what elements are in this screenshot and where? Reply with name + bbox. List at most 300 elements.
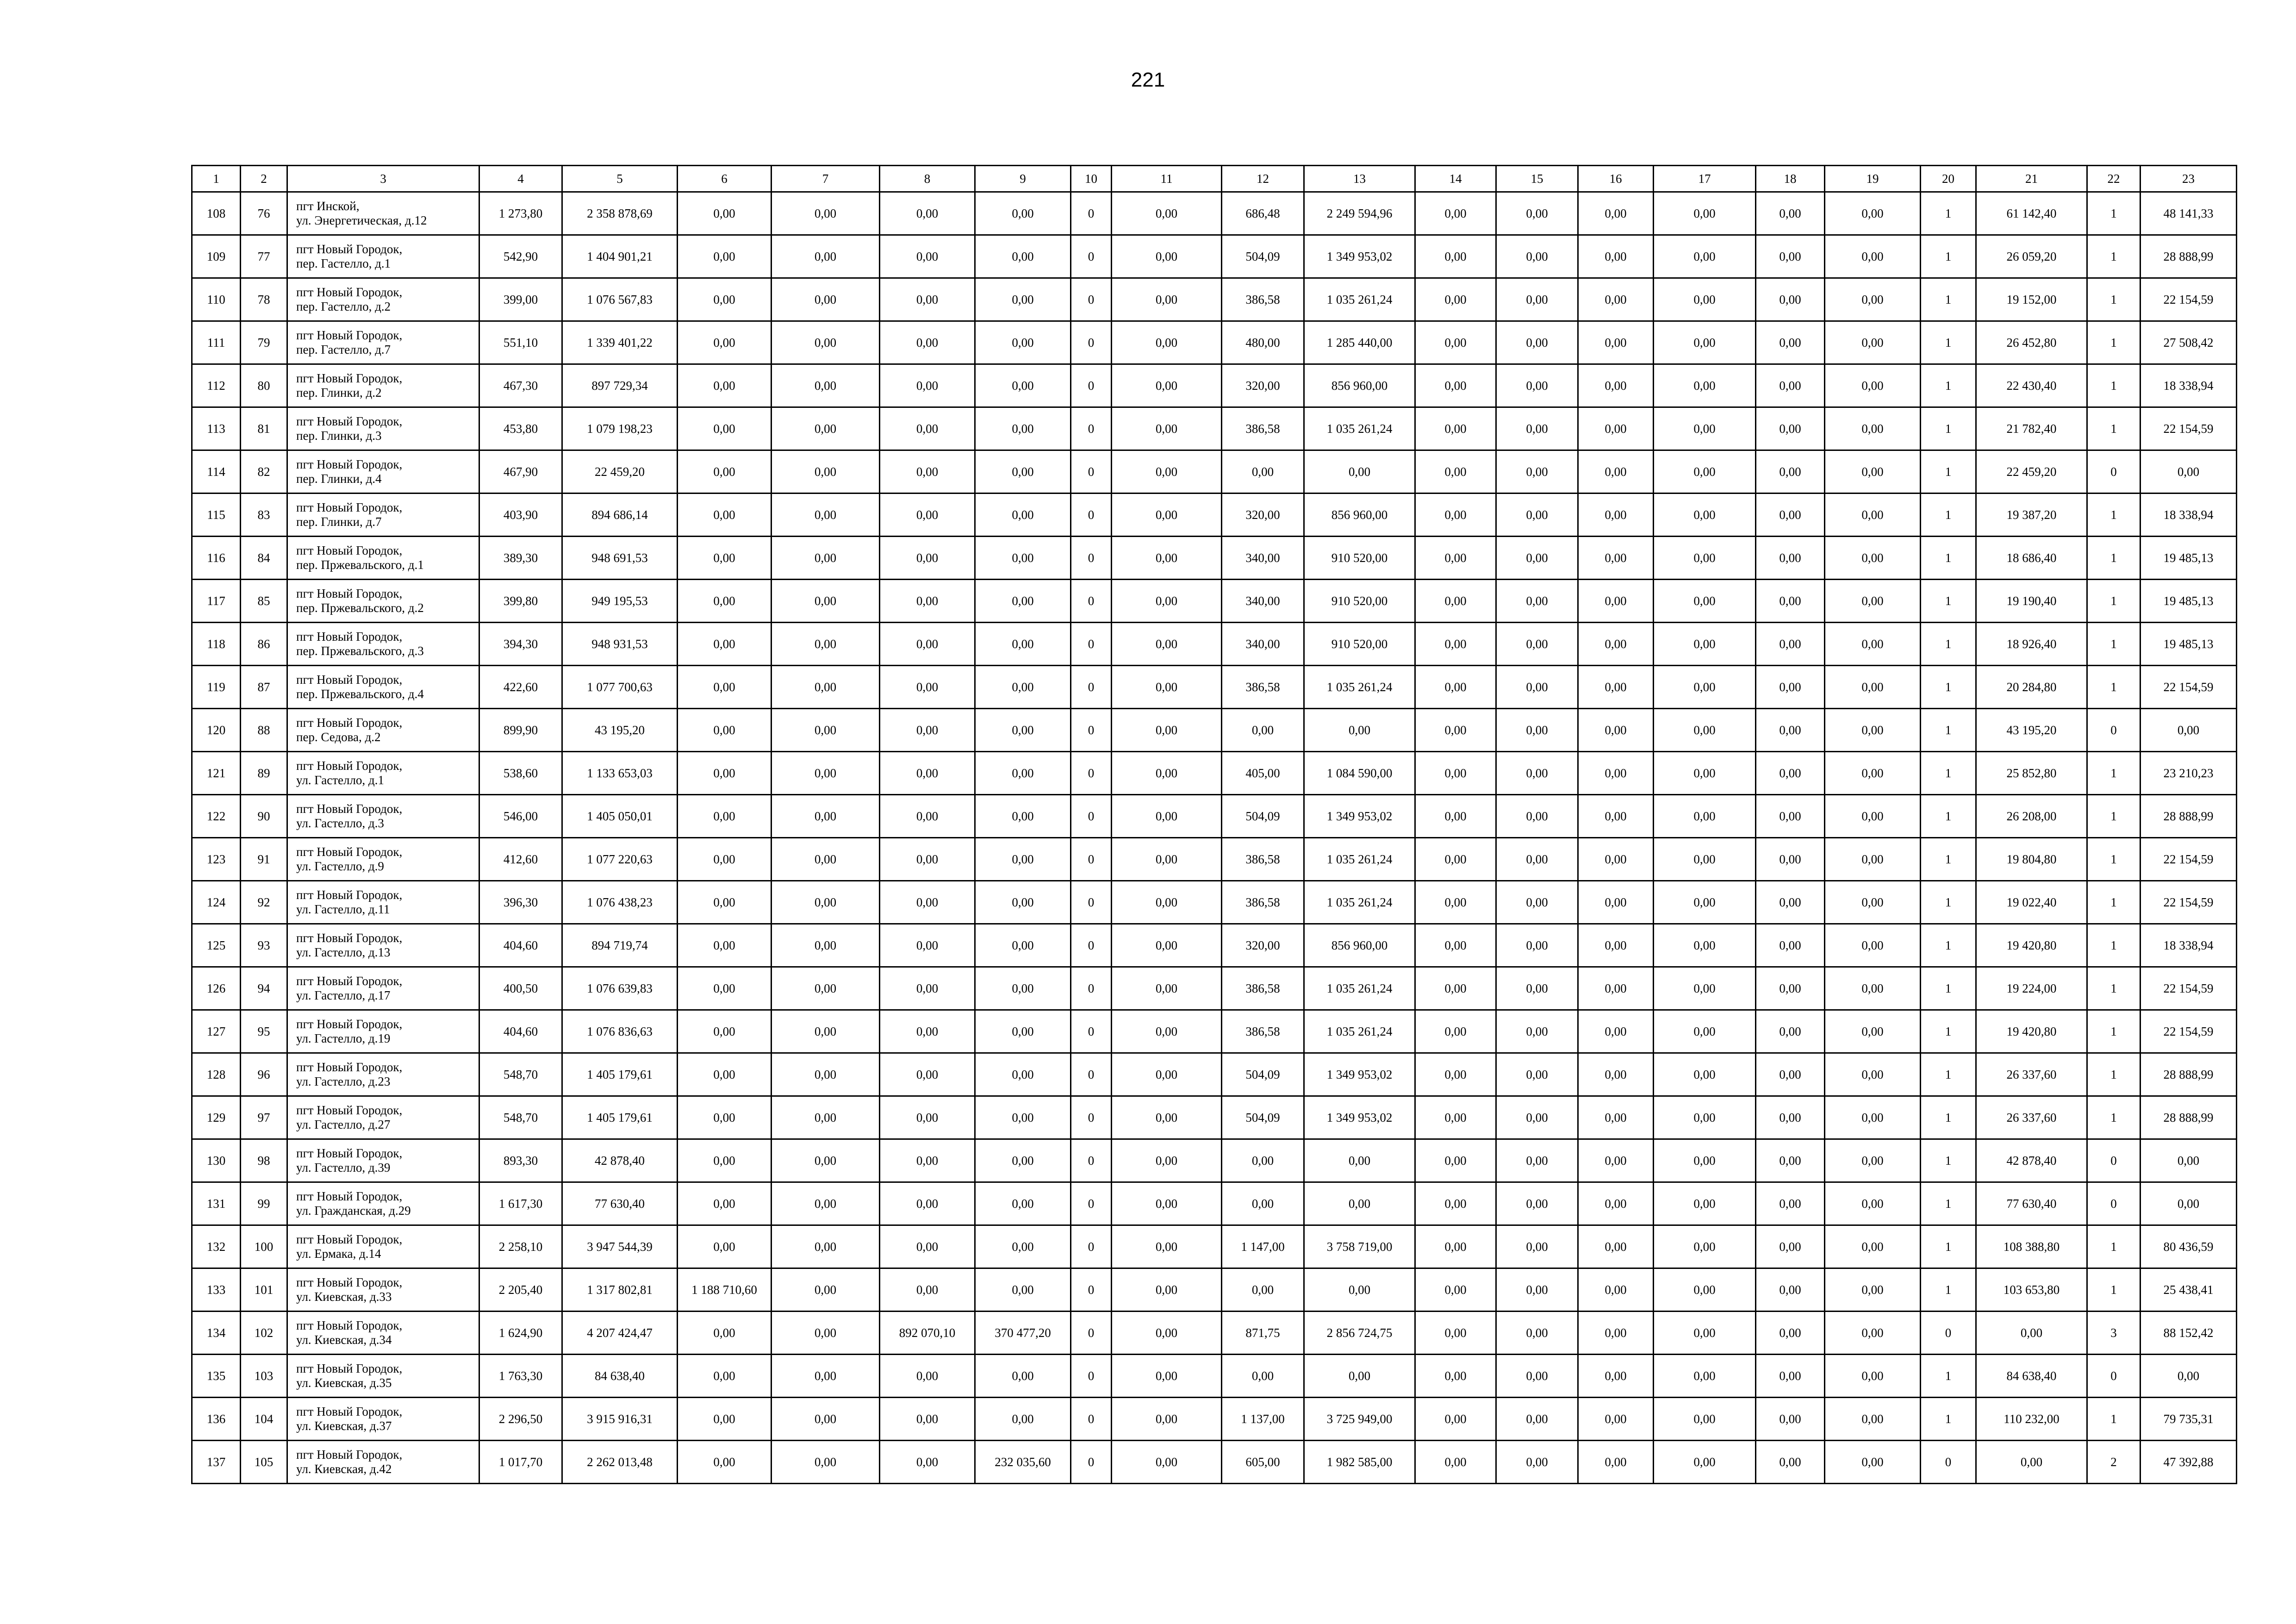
value-cell: 0,00 bbox=[1578, 235, 1654, 278]
value-cell: 0,00 bbox=[772, 795, 880, 838]
value-cell: 22 154,59 bbox=[2140, 967, 2237, 1010]
value-cell: 1 bbox=[1921, 709, 1976, 752]
value-cell: 0,00 bbox=[1825, 1312, 1921, 1355]
value-cell: 0,00 bbox=[1112, 752, 1222, 795]
value-cell: 0,00 bbox=[1304, 1182, 1415, 1225]
value-cell: 0,00 bbox=[880, 967, 975, 1010]
value-cell: 404,60 bbox=[479, 1010, 562, 1053]
value-cell: 0,00 bbox=[880, 580, 975, 623]
value-cell: 897 729,34 bbox=[562, 364, 678, 407]
value-cell: 0 bbox=[1071, 192, 1112, 235]
value-cell: 0,00 bbox=[1756, 192, 1825, 235]
address-settlement: пгт Новый Городок, bbox=[296, 543, 403, 557]
value-cell: 1 982 585,00 bbox=[1304, 1441, 1415, 1484]
address-cell bbox=[287, 192, 479, 235]
value-cell: 0,00 bbox=[1578, 1268, 1654, 1312]
value-cell: 0,00 bbox=[1756, 1182, 1825, 1225]
value-cell: 0,00 bbox=[1578, 1225, 1654, 1268]
value-cell: 0,00 bbox=[678, 623, 772, 666]
value-cell: 0,00 bbox=[1825, 1268, 1921, 1312]
value-cell: 0 bbox=[1071, 1441, 1112, 1484]
value-cell: 0,00 bbox=[772, 1139, 880, 1182]
table-row bbox=[192, 1268, 2237, 1312]
value-cell: 1 bbox=[1921, 623, 1976, 666]
value-cell: 18 926,40 bbox=[1976, 623, 2087, 666]
value-cell: 0 bbox=[1071, 1355, 1112, 1398]
value-cell: 77 630,40 bbox=[562, 1182, 678, 1225]
value-cell: 0,00 bbox=[1415, 1010, 1496, 1053]
address-settlement: пгт Новый Городок, bbox=[296, 1275, 403, 1289]
value-cell: 2 358 878,69 bbox=[562, 192, 678, 235]
value-cell: 0,00 bbox=[1578, 752, 1654, 795]
value-cell: 1 076 567,83 bbox=[562, 278, 678, 321]
value-cell: 0,00 bbox=[880, 838, 975, 881]
value-cell: 18 338,94 bbox=[2140, 364, 2237, 407]
value-cell: 0,00 bbox=[880, 709, 975, 752]
value-cell: 0,00 bbox=[1415, 450, 1496, 493]
value-cell: 25 852,80 bbox=[1976, 752, 2087, 795]
value-cell: 0,00 bbox=[975, 1010, 1071, 1053]
value-cell: 386,58 bbox=[1222, 838, 1304, 881]
value-cell: 0,00 bbox=[1756, 407, 1825, 450]
house-number-cell: 86 bbox=[241, 623, 287, 666]
value-cell: 0,00 bbox=[975, 1182, 1071, 1225]
value-cell: 0,00 bbox=[772, 364, 880, 407]
address-street: ул. Гастелло, д.27 bbox=[296, 1118, 391, 1131]
value-cell: 0,00 bbox=[1112, 235, 1222, 278]
value-cell: 19 387,20 bbox=[1976, 493, 2087, 537]
value-cell: 0,00 bbox=[1578, 1053, 1654, 1096]
value-cell: 1 bbox=[2087, 1096, 2140, 1139]
value-cell: 1 076 836,63 bbox=[562, 1010, 678, 1053]
value-cell: 399,00 bbox=[479, 278, 562, 321]
column-number-header: 22 bbox=[2087, 166, 2140, 192]
value-cell: 0,00 bbox=[772, 924, 880, 967]
value-cell: 1 bbox=[2087, 493, 2140, 537]
value-cell: 538,60 bbox=[479, 752, 562, 795]
value-cell: 0,00 bbox=[1496, 666, 1578, 709]
value-cell: 1 bbox=[1921, 1225, 1976, 1268]
value-cell: 2 262 013,48 bbox=[562, 1441, 678, 1484]
value-cell: 0,00 bbox=[678, 924, 772, 967]
table-row bbox=[192, 1398, 2237, 1441]
value-cell: 0,00 bbox=[880, 1182, 975, 1225]
address-cell bbox=[287, 795, 479, 838]
house-number-cell: 98 bbox=[241, 1139, 287, 1182]
value-cell: 1 bbox=[2087, 537, 2140, 580]
value-cell: 0 bbox=[1071, 278, 1112, 321]
value-cell: 0,00 bbox=[1578, 364, 1654, 407]
value-cell: 0,00 bbox=[1976, 1441, 2087, 1484]
value-cell: 1 bbox=[1921, 1053, 1976, 1096]
value-cell: 0,00 bbox=[1578, 1441, 1654, 1484]
value-cell: 0,00 bbox=[2140, 1355, 2237, 1398]
value-cell: 1 405 179,61 bbox=[562, 1053, 678, 1096]
value-cell: 19 485,13 bbox=[2140, 580, 2237, 623]
value-cell: 0,00 bbox=[1496, 450, 1578, 493]
address-cell bbox=[287, 537, 479, 580]
address-settlement: пгт Новый Городок, bbox=[296, 371, 403, 385]
value-cell: 0,00 bbox=[975, 537, 1071, 580]
address-settlement: пгт Новый Городок, bbox=[296, 457, 403, 471]
value-cell: 0,00 bbox=[1578, 1096, 1654, 1139]
value-cell: 899,90 bbox=[479, 709, 562, 752]
value-cell: 0,00 bbox=[880, 321, 975, 364]
value-cell: 1 bbox=[2087, 924, 2140, 967]
value-cell: 0,00 bbox=[1578, 1182, 1654, 1225]
value-cell: 0,00 bbox=[1222, 1182, 1304, 1225]
address-settlement: пгт Новый Городок, bbox=[296, 1362, 403, 1375]
row-number-cell: 136 bbox=[192, 1398, 241, 1441]
value-cell: 0,00 bbox=[1578, 1010, 1654, 1053]
value-cell: 0,00 bbox=[975, 666, 1071, 709]
value-cell: 0,00 bbox=[1496, 278, 1578, 321]
value-cell: 0,00 bbox=[1415, 493, 1496, 537]
value-cell: 0,00 bbox=[1654, 321, 1756, 364]
value-cell: 19 152,00 bbox=[1976, 278, 2087, 321]
value-cell: 404,60 bbox=[479, 924, 562, 967]
value-cell: 0,00 bbox=[1415, 623, 1496, 666]
value-cell: 1 bbox=[1921, 1398, 1976, 1441]
value-cell: 1 077 220,63 bbox=[562, 838, 678, 881]
value-cell: 43 195,20 bbox=[562, 709, 678, 752]
value-cell: 19 420,80 bbox=[1976, 1010, 2087, 1053]
value-cell: 1 035 261,24 bbox=[1304, 1010, 1415, 1053]
value-cell: 20 284,80 bbox=[1976, 666, 2087, 709]
value-cell: 0,00 bbox=[1654, 364, 1756, 407]
table-row bbox=[192, 666, 2237, 709]
value-cell: 0,00 bbox=[678, 278, 772, 321]
address-settlement: пгт Новый Городок, bbox=[296, 931, 403, 945]
value-cell: 2 205,40 bbox=[479, 1268, 562, 1312]
value-cell: 0,00 bbox=[1654, 450, 1756, 493]
value-cell: 0,00 bbox=[1578, 623, 1654, 666]
address-settlement: пгт Новый Городок, bbox=[296, 974, 403, 988]
value-cell: 1 bbox=[2087, 666, 2140, 709]
value-cell: 0,00 bbox=[880, 450, 975, 493]
value-cell: 0,00 bbox=[1825, 1139, 1921, 1182]
value-cell: 1 035 261,24 bbox=[1304, 838, 1415, 881]
value-cell: 0,00 bbox=[772, 321, 880, 364]
value-cell: 0,00 bbox=[1654, 407, 1756, 450]
value-cell: 0,00 bbox=[975, 493, 1071, 537]
value-cell: 504,09 bbox=[1222, 235, 1304, 278]
address-street: ул. Киевская, д.34 bbox=[296, 1333, 392, 1347]
value-cell: 1 bbox=[2087, 1010, 2140, 1053]
value-cell: 0,00 bbox=[678, 192, 772, 235]
value-cell: 0,00 bbox=[1825, 1010, 1921, 1053]
address-street: пер. Седова, д.2 bbox=[296, 730, 381, 744]
value-cell: 1 405 179,61 bbox=[562, 1096, 678, 1139]
value-cell: 232 035,60 bbox=[975, 1441, 1071, 1484]
value-cell: 0,00 bbox=[772, 1096, 880, 1139]
value-cell: 0,00 bbox=[1756, 1355, 1825, 1398]
value-cell: 1 349 953,02 bbox=[1304, 235, 1415, 278]
value-cell: 0,00 bbox=[975, 407, 1071, 450]
value-cell: 1 bbox=[1921, 752, 1976, 795]
value-cell: 0 bbox=[1071, 364, 1112, 407]
value-cell: 22 154,59 bbox=[2140, 1010, 2237, 1053]
address-street: ул. Гастелло, д.1 bbox=[296, 773, 384, 787]
value-cell: 18 338,94 bbox=[2140, 493, 2237, 537]
value-cell: 0,00 bbox=[1825, 1355, 1921, 1398]
value-cell: 0,00 bbox=[1415, 795, 1496, 838]
value-cell: 0,00 bbox=[1756, 1312, 1825, 1355]
value-cell: 2 296,50 bbox=[479, 1398, 562, 1441]
value-cell: 1 035 261,24 bbox=[1304, 407, 1415, 450]
value-cell: 1 bbox=[2087, 1225, 2140, 1268]
value-cell: 0 bbox=[1071, 1312, 1112, 1355]
value-cell: 0,00 bbox=[1578, 838, 1654, 881]
value-cell: 0,00 bbox=[1756, 752, 1825, 795]
value-cell: 18 338,94 bbox=[2140, 924, 2237, 967]
value-cell: 0,00 bbox=[1415, 967, 1496, 1010]
value-cell: 1 bbox=[2087, 795, 2140, 838]
value-cell: 19 485,13 bbox=[2140, 537, 2237, 580]
address-street: пер. Пржевальского, д.2 bbox=[296, 601, 424, 615]
table-row bbox=[192, 580, 2237, 623]
address-settlement: пгт Новый Городок, bbox=[296, 285, 403, 299]
row-number-cell: 114 bbox=[192, 450, 241, 493]
value-cell: 0,00 bbox=[1756, 1225, 1825, 1268]
value-cell: 26 452,80 bbox=[1976, 321, 2087, 364]
value-cell: 0,00 bbox=[1756, 235, 1825, 278]
value-cell: 548,70 bbox=[479, 1096, 562, 1139]
table-row bbox=[192, 364, 2237, 407]
value-cell: 0,00 bbox=[772, 407, 880, 450]
value-cell: 0,00 bbox=[1654, 752, 1756, 795]
value-cell: 0,00 bbox=[772, 1010, 880, 1053]
value-cell: 0 bbox=[1071, 967, 1112, 1010]
value-cell: 0,00 bbox=[1756, 795, 1825, 838]
value-cell: 26 208,00 bbox=[1976, 795, 2087, 838]
value-cell: 605,00 bbox=[1222, 1441, 1304, 1484]
address-street: ул. Гастелло, д.39 bbox=[296, 1161, 391, 1174]
house-number-cell: 95 bbox=[241, 1010, 287, 1053]
value-cell: 0,00 bbox=[1415, 321, 1496, 364]
column-number-header: 13 bbox=[1304, 166, 1415, 192]
value-cell: 480,00 bbox=[1222, 321, 1304, 364]
value-cell: 0,00 bbox=[678, 752, 772, 795]
address-cell bbox=[287, 1182, 479, 1225]
value-cell: 0 bbox=[1071, 838, 1112, 881]
value-cell: 1 bbox=[1921, 235, 1976, 278]
address-street: ул. Киевская, д.35 bbox=[296, 1376, 392, 1390]
value-cell: 0,00 bbox=[1578, 450, 1654, 493]
value-cell: 0,00 bbox=[975, 1139, 1071, 1182]
value-cell: 0,00 bbox=[1756, 1096, 1825, 1139]
value-cell: 893,30 bbox=[479, 1139, 562, 1182]
value-cell: 0,00 bbox=[1415, 235, 1496, 278]
house-number-cell: 103 bbox=[241, 1355, 287, 1398]
value-cell: 1 076 438,23 bbox=[562, 881, 678, 924]
value-cell: 0,00 bbox=[678, 450, 772, 493]
value-cell: 0,00 bbox=[678, 1355, 772, 1398]
value-cell: 0,00 bbox=[1112, 407, 1222, 450]
row-number-cell: 131 bbox=[192, 1182, 241, 1225]
row-number-cell: 132 bbox=[192, 1225, 241, 1268]
value-cell: 0,00 bbox=[1496, 192, 1578, 235]
value-cell: 0 bbox=[1071, 537, 1112, 580]
address-cell bbox=[287, 1225, 479, 1268]
address-street: ул. Гастелло, д.11 bbox=[296, 902, 390, 916]
value-cell: 467,90 bbox=[479, 450, 562, 493]
table-row bbox=[192, 537, 2237, 580]
value-cell: 0,00 bbox=[772, 1441, 880, 1484]
value-cell: 23 210,23 bbox=[2140, 752, 2237, 795]
value-cell: 0,00 bbox=[1415, 838, 1496, 881]
column-number-header: 11 bbox=[1112, 166, 1222, 192]
table-row bbox=[192, 924, 2237, 967]
value-cell: 0,00 bbox=[880, 1355, 975, 1398]
address-street: ул. Киевская, д.37 bbox=[296, 1419, 392, 1433]
value-cell: 0,00 bbox=[1756, 623, 1825, 666]
value-cell: 0,00 bbox=[2140, 1182, 2237, 1225]
value-cell: 0,00 bbox=[1825, 881, 1921, 924]
column-number-header: 12 bbox=[1222, 166, 1304, 192]
value-cell: 0,00 bbox=[1415, 192, 1496, 235]
address-cell bbox=[287, 321, 479, 364]
value-cell: 27 508,42 bbox=[2140, 321, 2237, 364]
column-number-header: 19 bbox=[1825, 166, 1921, 192]
value-cell: 0,00 bbox=[975, 1398, 1071, 1441]
address-street: ул. Гастелло, д.19 bbox=[296, 1031, 391, 1045]
table-row bbox=[192, 235, 2237, 278]
value-cell: 0,00 bbox=[678, 1182, 772, 1225]
value-cell: 0,00 bbox=[1654, 1139, 1756, 1182]
address-cell bbox=[287, 1053, 479, 1096]
value-cell: 0,00 bbox=[1304, 1355, 1415, 1398]
value-cell: 0,00 bbox=[772, 1053, 880, 1096]
value-cell: 0,00 bbox=[772, 493, 880, 537]
house-number-cell: 83 bbox=[241, 493, 287, 537]
value-cell: 0,00 bbox=[772, 1268, 880, 1312]
house-number-cell: 90 bbox=[241, 795, 287, 838]
value-cell: 0,00 bbox=[1415, 924, 1496, 967]
value-cell: 0,00 bbox=[772, 967, 880, 1010]
value-cell: 1 317 802,81 bbox=[562, 1268, 678, 1312]
value-cell: 22 154,59 bbox=[2140, 278, 2237, 321]
table-row bbox=[192, 838, 2237, 881]
value-cell: 0,00 bbox=[1415, 1312, 1496, 1355]
value-cell: 0,00 bbox=[1578, 407, 1654, 450]
value-cell: 0,00 bbox=[772, 1355, 880, 1398]
value-cell: 0,00 bbox=[1976, 1312, 2087, 1355]
value-cell: 0,00 bbox=[1825, 666, 1921, 709]
value-cell: 0,00 bbox=[1112, 1053, 1222, 1096]
row-number-cell: 123 bbox=[192, 838, 241, 881]
value-cell: 0,00 bbox=[1756, 924, 1825, 967]
value-cell: 0,00 bbox=[1578, 1312, 1654, 1355]
value-cell: 0,00 bbox=[1496, 1398, 1578, 1441]
value-cell: 0,00 bbox=[678, 321, 772, 364]
value-cell: 0,00 bbox=[1825, 192, 1921, 235]
value-cell: 0,00 bbox=[1756, 881, 1825, 924]
address-cell bbox=[287, 1268, 479, 1312]
value-cell: 0,00 bbox=[975, 623, 1071, 666]
value-cell: 0,00 bbox=[975, 795, 1071, 838]
value-cell: 0,00 bbox=[1112, 1355, 1222, 1398]
value-cell: 0,00 bbox=[975, 1096, 1071, 1139]
value-cell: 0,00 bbox=[772, 235, 880, 278]
address-cell bbox=[287, 407, 479, 450]
value-cell: 1 bbox=[1921, 580, 1976, 623]
address-settlement: пгт Новый Городок, bbox=[296, 414, 403, 428]
value-cell: 0,00 bbox=[1496, 1355, 1578, 1398]
value-cell: 28 888,99 bbox=[2140, 235, 2237, 278]
value-cell: 0 bbox=[1071, 709, 1112, 752]
value-cell: 22 430,40 bbox=[1976, 364, 2087, 407]
value-cell: 1 bbox=[1921, 1096, 1976, 1139]
value-cell: 0,00 bbox=[880, 1053, 975, 1096]
value-cell: 0,00 bbox=[1496, 493, 1578, 537]
value-cell: 0,00 bbox=[1654, 1096, 1756, 1139]
address-settlement: пгт Новый Городок, bbox=[296, 716, 403, 730]
value-cell: 948 691,53 bbox=[562, 537, 678, 580]
house-number-cell: 84 bbox=[241, 537, 287, 580]
table-row bbox=[192, 1139, 2237, 1182]
value-cell: 0 bbox=[1071, 235, 1112, 278]
value-cell: 0 bbox=[1071, 407, 1112, 450]
value-cell: 0,00 bbox=[1112, 709, 1222, 752]
address-settlement: пгт Новый Городок, bbox=[296, 242, 403, 256]
address-settlement: пгт Новый Городок, bbox=[296, 328, 403, 342]
value-cell: 0,00 bbox=[1654, 881, 1756, 924]
address-street: пер. Пржевальского, д.1 bbox=[296, 558, 424, 572]
value-cell: 0,00 bbox=[1222, 1139, 1304, 1182]
value-cell: 0,00 bbox=[880, 1268, 975, 1312]
value-cell: 910 520,00 bbox=[1304, 580, 1415, 623]
table-row bbox=[192, 881, 2237, 924]
value-cell: 19 224,00 bbox=[1976, 967, 2087, 1010]
value-cell: 0,00 bbox=[1496, 1312, 1578, 1355]
value-cell: 0,00 bbox=[975, 278, 1071, 321]
row-number-cell: 119 bbox=[192, 666, 241, 709]
value-cell: 0 bbox=[1071, 1268, 1112, 1312]
address-cell bbox=[287, 1441, 479, 1484]
value-cell: 0,00 bbox=[1756, 537, 1825, 580]
value-cell: 0,00 bbox=[678, 1096, 772, 1139]
table-row bbox=[192, 1355, 2237, 1398]
address-cell bbox=[287, 364, 479, 407]
value-cell: 48 141,33 bbox=[2140, 192, 2237, 235]
value-cell: 0,00 bbox=[1415, 709, 1496, 752]
address-settlement: пгт Новый Городок, bbox=[296, 1448, 403, 1462]
value-cell: 0,00 bbox=[1756, 278, 1825, 321]
value-cell: 0,00 bbox=[975, 709, 1071, 752]
row-number-cell: 117 bbox=[192, 580, 241, 623]
value-cell: 0,00 bbox=[1496, 967, 1578, 1010]
value-cell: 1 bbox=[1921, 493, 1976, 537]
value-cell: 0,00 bbox=[1654, 192, 1756, 235]
value-cell: 0,00 bbox=[2140, 1139, 2237, 1182]
value-cell: 0,00 bbox=[678, 881, 772, 924]
value-cell: 88 152,42 bbox=[2140, 1312, 2237, 1355]
address-cell bbox=[287, 235, 479, 278]
value-cell: 0,00 bbox=[1578, 924, 1654, 967]
value-cell: 0,00 bbox=[1756, 364, 1825, 407]
value-cell: 0,00 bbox=[678, 235, 772, 278]
value-cell: 1 bbox=[2087, 192, 2140, 235]
table-row bbox=[192, 1182, 2237, 1225]
house-number-cell: 80 bbox=[241, 364, 287, 407]
value-cell: 79 735,31 bbox=[2140, 1398, 2237, 1441]
value-cell: 0,00 bbox=[975, 450, 1071, 493]
value-cell: 0,00 bbox=[1825, 1096, 1921, 1139]
row-number-cell: 112 bbox=[192, 364, 241, 407]
value-cell: 0,00 bbox=[1756, 580, 1825, 623]
value-cell: 0,00 bbox=[678, 537, 772, 580]
